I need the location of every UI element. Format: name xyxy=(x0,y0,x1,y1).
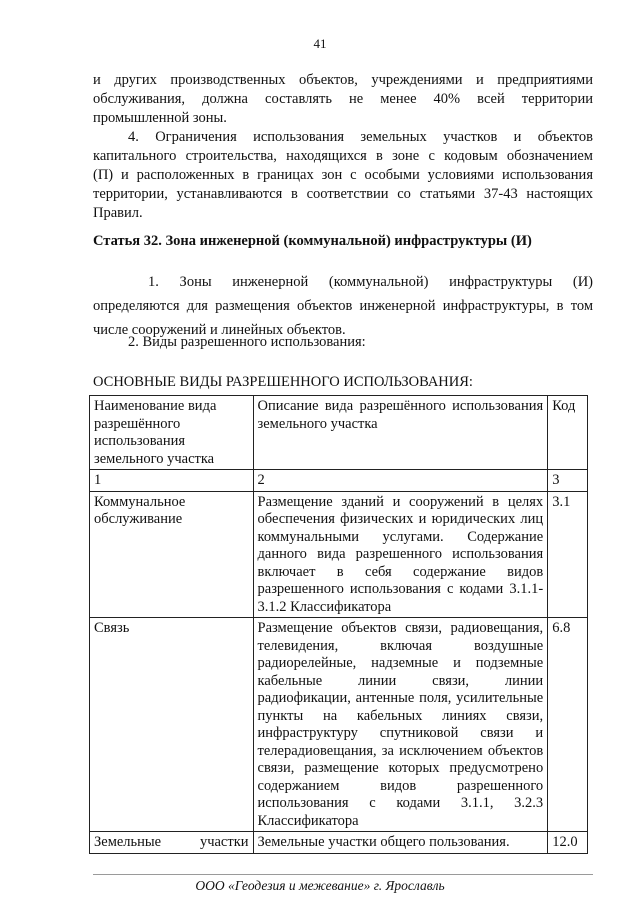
use-code: 12.0 xyxy=(548,832,588,854)
text-line: Правил. xyxy=(93,205,143,221)
footer-company: ООО «Геодезия и межевание» г. Ярославль xyxy=(195,878,445,893)
text-line: числе сооружений и линейных объектов. xyxy=(93,322,346,338)
text-line: 1. Зоны инженерной (коммунальной) инфраструктуры (И) xyxy=(148,274,593,290)
numbering-cell: 2 xyxy=(253,470,548,492)
text-line: (П) и расположенных в границах зон с особыми условиями использования xyxy=(93,167,593,183)
numbering-cell: 3 xyxy=(548,470,588,492)
table-numbering-row xyxy=(90,470,588,492)
article-title: Статья 32. Зона инженерной (коммунальной) инфраструктуры (И) xyxy=(93,233,532,249)
use-code: 6.8 xyxy=(548,618,588,832)
text-line: обслуживания, должна составлять не менее 40% всей территории xyxy=(93,91,593,107)
header-code: Код xyxy=(548,396,588,470)
use-code: 3.1 xyxy=(548,491,588,618)
table-caption: ОСНОВНЫЕ ВИДЫ РАЗРЕШЕННОГО ИСПОЛЬЗОВАНИЯ: xyxy=(93,374,473,390)
use-name: Коммунальное обслуживание xyxy=(90,491,254,618)
table-row xyxy=(90,832,588,854)
table-header-row xyxy=(90,396,588,470)
footer-divider xyxy=(93,874,593,875)
header-description: Описание вида разрешённого использования земельного участка xyxy=(253,396,548,470)
use-description: Размещение объектов связи, радиовещания, телевидения, включая воздушные радиорелейные, надземные и подземные кабельные линии связи, линии радиофикации, антенные поля, усилительные пункты на кабельных линиях связи, инфраструктуру спутниковой связи и телерадиовещания, за исключением объектов связи, размещение которых предусмотрено содержанием видов разрешенного использования с кодами 3.1.1, 3.2.3 Классификатора xyxy=(253,618,548,832)
use-name-part: участки xyxy=(199,834,249,850)
table-row xyxy=(90,491,588,618)
text-line: 2. Виды разрешенного использования: xyxy=(128,334,366,350)
use-description: Размещение зданий и сооружений в целях обеспечения физических и юридических лиц коммунальными услугами. Содержание данного вида разрешенного использования включает в себя содержание видов разрешенного использования с кодами 3.1.1-3.1.2 Классификатора xyxy=(253,491,548,618)
text-line: определяются для размещения объектов инженерной инфраструктуры, в том xyxy=(93,298,593,314)
use-name: Связь xyxy=(90,618,254,832)
header-name: Наименование вида разрешённого использования земельного участка xyxy=(90,396,254,470)
text-line: промышленной зоны. xyxy=(93,110,227,126)
use-name-part: Земельные xyxy=(94,834,162,850)
use-name xyxy=(90,832,254,854)
text-line: 4. Ограничения использования земельных участков и объектов xyxy=(128,129,593,145)
use-description: Земельные участки общего пользования. xyxy=(253,832,548,854)
text-line: территории, устанавливаются в соответствии со статьями 37-43 настоящих xyxy=(93,186,593,202)
paragraph-use-types xyxy=(93,333,593,352)
table-row xyxy=(90,618,588,832)
text-line: и других производственных объектов, учреждениями и предприятиями xyxy=(93,72,593,88)
paragraph-zone-definition xyxy=(93,270,593,342)
page-number: 41 xyxy=(313,36,327,51)
paragraph-restrictions xyxy=(93,128,593,223)
numbering-cell: 1 xyxy=(90,470,254,492)
paragraph-continued xyxy=(93,71,593,128)
text-line: капитального строительства, находящихся в зоне с кодовым обозначением xyxy=(93,148,593,164)
permitted-uses-table xyxy=(89,395,588,854)
